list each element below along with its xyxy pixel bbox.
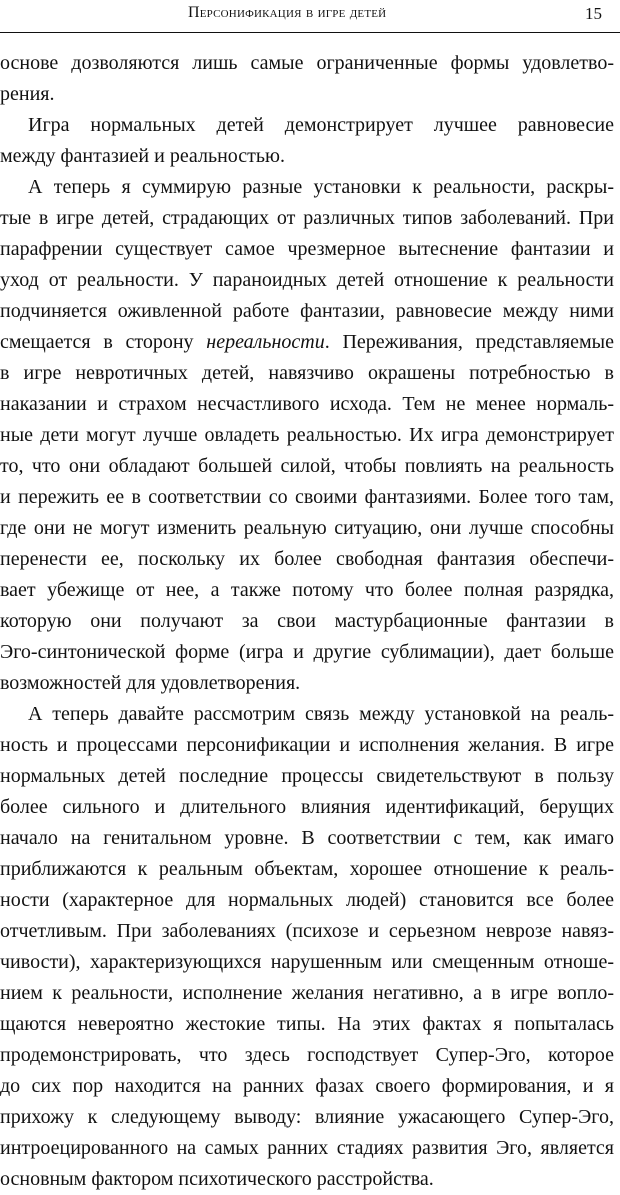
text-line: продемонстрировать, что здесь господствует Супер-Эго, которое <box>0 1044 614 1066</box>
text-line: уход от реальности. У параноидных детей отношение к реальности <box>0 269 614 291</box>
emphasized-word: нереальности <box>206 331 325 353</box>
line-segment: . Переживания, представляемые <box>324 331 614 353</box>
text-line: тые в игре детей, страдающих от различных типов заболеваний. При <box>0 207 614 229</box>
line-segment: смещается в сторону <box>0 331 207 353</box>
text-line: чивости), характеризующихся нарушенным или смещенным отноше- <box>0 951 614 973</box>
text-line: более сильного и длительного влияния идентификаций, берущих <box>0 796 614 818</box>
text-line: возможностей для удовлетворения. <box>0 672 301 694</box>
text-line: вает убежище от нее, а также потому что более полная разрядка, <box>0 579 614 601</box>
text-line: Эго-синтонической форме (игра и другие сублимации), дает больше <box>0 641 614 663</box>
text-line: отчетливым. При заболеваниях (психозе и серьезном неврозе навяз- <box>0 920 614 942</box>
text-line: в игре невротичных детей, навязчиво окрашены потребностью в <box>0 362 614 384</box>
text-line: приближаются к реальным объектам, хорошее отношение к реаль- <box>0 858 614 880</box>
text-line: нормальных детей последние процессы свидетельствуют в пользу <box>0 765 614 787</box>
text-line-with-emphasis <box>0 327 620 358</box>
text-line: то, что они обладают большей силой, чтобы повлиять на реальность <box>0 455 614 477</box>
text-line: Игра нормальных детей демонстрирует лучшее равновесие <box>28 114 614 136</box>
text-line: основе дозволяются лишь самые ограниченные формы удовлетво- <box>0 52 614 74</box>
text-line: наказании и страхом несчастливого исхода. Тем не менее нормаль- <box>0 393 614 415</box>
text-line: основным фактором психотического расстройства. <box>0 1168 434 1190</box>
text-line: прихожу к следующему выводу: влияние ужасающего Супер-Эго, <box>0 1106 614 1128</box>
text-line: и пережить ее в соответствии со своими фантазиями. Более того там, <box>0 486 614 508</box>
text-line: перенести ее, поскольку их более свободная фантазия обеспечи- <box>0 548 614 570</box>
running-head <box>0 0 620 40</box>
text-line: ные дети могут лучше овладеть реальностью. Их игра демонстрирует <box>0 424 614 446</box>
text-line: А теперь давайте рассмотрим связь между установкой на реаль- <box>28 703 614 725</box>
text-line: ность и процессами персонификации и исполнения желания. В игре <box>0 734 614 756</box>
text-line: до сих пор находится на ранних фазах своего формирования, и я <box>0 1075 614 1097</box>
text-line: начало на генитальном уровне. В соответствии с тем, как имаго <box>0 827 614 849</box>
text-line: А теперь я суммирую разные установки к реальности, раскры- <box>28 176 614 198</box>
text-line: парафрении существует самое чрезмерное вытеснение фантазии и <box>0 238 614 260</box>
text-line: которую они получают за свои мастурбационные фантазии в <box>0 610 614 632</box>
text-line: нием к реальности, исполнение желания негативно, а в игре вопло- <box>0 982 614 1004</box>
text-line: ности (характерное для нормальных людей) становится все более <box>0 889 614 911</box>
text-line: между фантазией и реальностью. <box>0 145 285 167</box>
running-title: Персонификация в игре детей <box>188 4 387 21</box>
header-rule <box>0 32 620 33</box>
text-line: подчиняется оживленной работе фантазии, равновесие между ними <box>0 300 614 322</box>
page-body <box>0 48 620 1195</box>
text-line: где они не могут изменить реальную ситуацию, они лучше способны <box>0 517 614 539</box>
text-line: щаются невероятно жестокие типы. На этих фактах я попыталась <box>0 1013 614 1035</box>
text-line: интроецированного на самых ранних стадиях развития Эго, является <box>0 1137 614 1159</box>
text-line: рения. <box>0 83 55 105</box>
page-number: 15 <box>585 4 602 23</box>
